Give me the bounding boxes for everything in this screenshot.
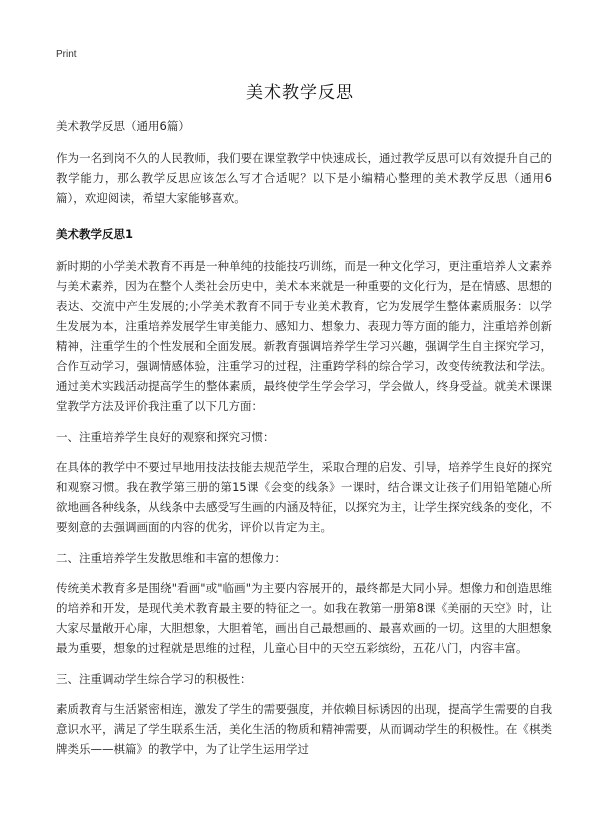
page-title: 美术教学反思 [246, 83, 354, 103]
paragraph-2: 在具体的教学中不要过早地用技法技能去规范学生，采取合理的启发、引导，培养学生良好的探究和观察习惯。我在教学第三册的第15课《会变的线条》一课时，结合课文让孩子们用铅笔随心所欲地画各种线条，从线条中去感受写生画的内涵及特征，以探究为主，让学生探究线条的变化，不要刻意的去强调画面的内容的优劣，评价以肯定为主。 [56, 460, 552, 534]
article-subtitle: 美术教学反思（通用6篇） [56, 119, 190, 133]
intro-paragraph: 作为一名到岗不久的人民教师，我们要在课堂教学中快速成长，通过教学反思可以有效提升自己的教学能力，那么教学反思应该怎么写才合适呢？以下是小编精心整理的美术教学反思（通用6篇），欢迎阅读，希望大家能够喜欢。 [56, 151, 552, 205]
heading-imagination: 二、注重培养学生发散思维和丰富的想像力： [56, 551, 286, 565]
heading-comprehensive: 三、注重调动学生综合学习的积极性： [56, 672, 252, 686]
print-label[interactable]: Print [56, 49, 77, 60]
paragraph-1: 新时期的小学美术教育不再是一种单纯的技能技巧训练，而是一种文化学习，更注重培养人文素养与美术素养，因为在整个人类社会历史中，美术本来就是一种重要的文化行为，是在情感、思想的表达、交流中产生发展的;小学美术教育不同于专业美术教育，它为发展学生整体素质服务：以学生发展为本，注重培养发展学生审美能力、感知力、想象力、表现力等方面的能力，注重培养创新精神，注重学生的个性发展和全面发展。新教育强调培养学生学习兴趣，强调学生自主探究学习，合作互动学习，强调情感体验，注重学习的过程，注重跨学科的综合学习，改变传统教法和学法。通过美术实践活动提高学生的整体素质，最终使学生学会学习，学会做人，终身受益。就美术课课堂教学方法及评价我注重了以下几方面： [56, 259, 552, 413]
section-title: 美术教学反思1 [56, 227, 134, 241]
heading-observation: 一、注重培养学生良好的观察和探究习惯： [56, 430, 275, 444]
article-body [56, 116, 552, 759]
paragraph-3: 传统美术教育多是围绕"看画"或"临画"为主要内容展开的，最终都是大同小异。想像力和创造思维的培养和开发，是现代美术教育最主要的特征之一。如我在教第一册第8课《美丽的天空》时，让大家尽量敞开心扉，大胆想象，大胆着笔，画出自己最想画的、最喜欢画的一切。这里的大胆想象最为重要，想象的过程就是思维的过程，儿童心目中的天空五彩缤纷，五花八门，内容丰富。 [56, 581, 552, 655]
paragraph-4: 素质教育与生活紧密相连，激发了学生的需要强度，并依赖目标诱因的出现，提高学生需要的自我意识水平，满足了学生联系生活，美化生活的物质和精神需要，从而调动学生的积极性。在《棋类牌类乐——棋篇》的教学中，为了让学生运用学过 [56, 702, 552, 756]
